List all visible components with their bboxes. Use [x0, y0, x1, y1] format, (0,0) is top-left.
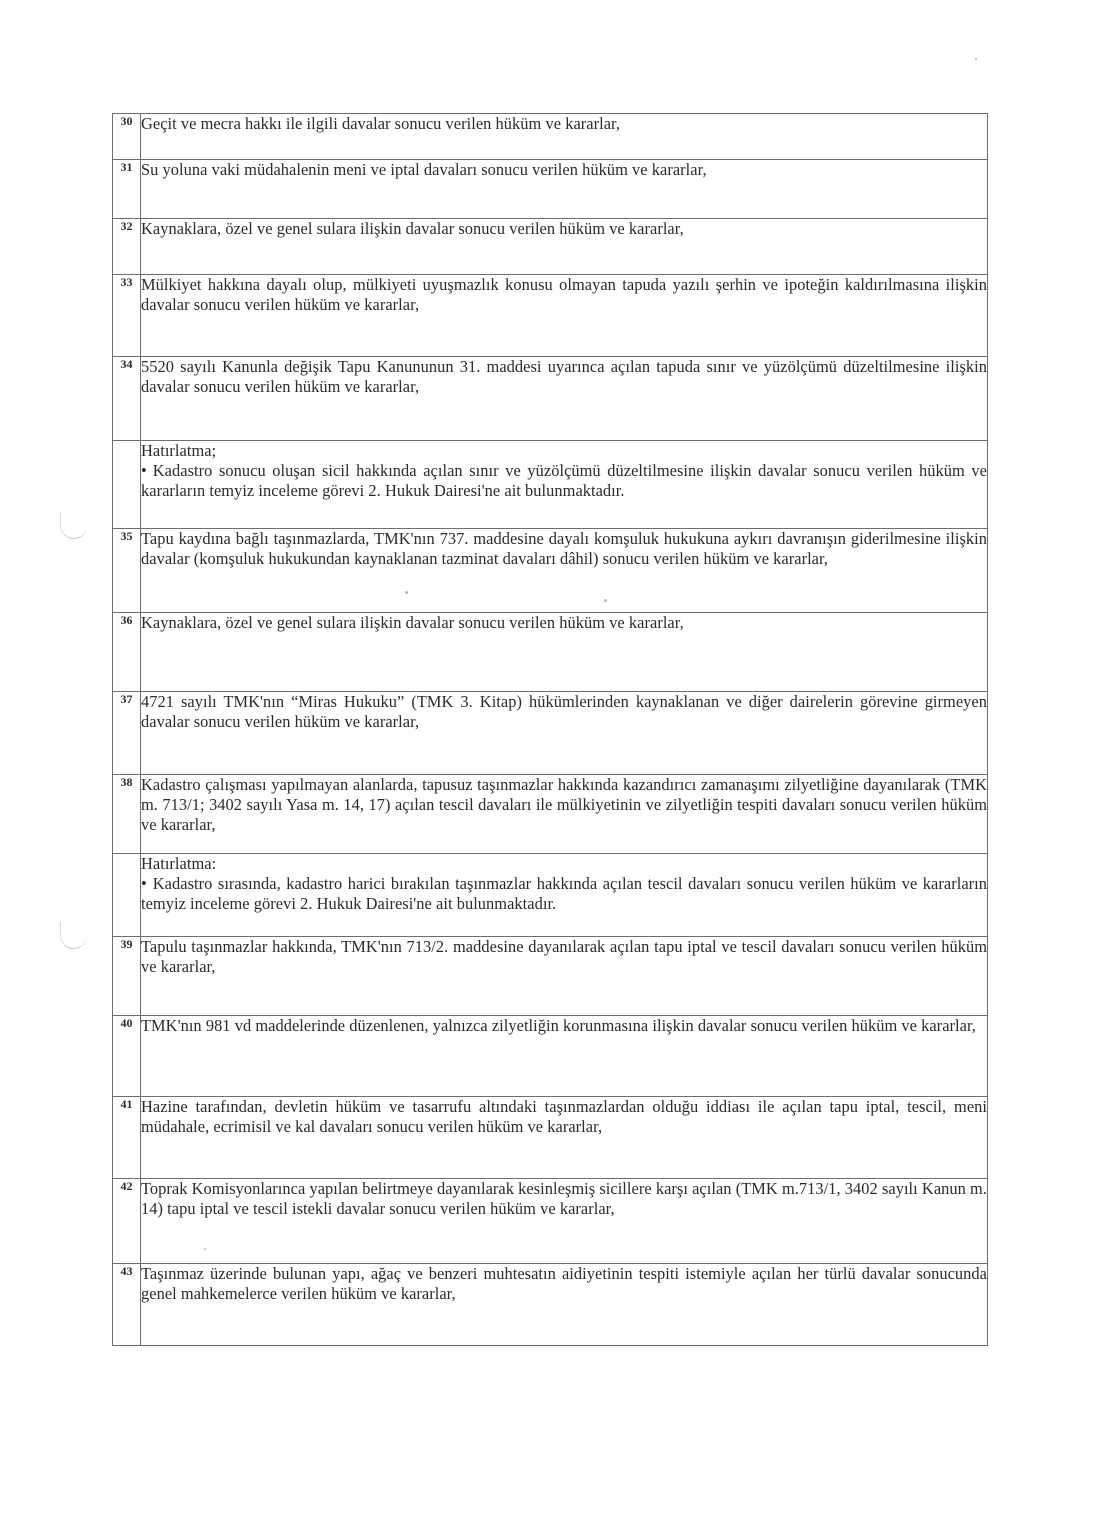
reminder-title: Hatırlatma:: [141, 854, 217, 873]
reminder-cell: [141, 854, 988, 937]
row-number: 33: [113, 275, 141, 357]
row-text: Kaynaklara, özel ve genel sulara ilişkin davalar sonucu verilen hüküm ve kararlar,: [141, 219, 988, 275]
row-number: 38: [113, 775, 141, 854]
table-row: [113, 1179, 988, 1264]
row-text: Su yoluna vaki müdahalenin meni ve iptal davaları sonucu verilen hüküm ve kararlar,: [141, 160, 988, 219]
row-number: 30: [113, 114, 141, 160]
row-number: 43: [113, 1264, 141, 1346]
row-number: 41: [113, 1097, 141, 1179]
row-text: Kadastro çalışması yapılmayan alanlarda, tapusuz taşınmazlar hakkında kazandırıcı zamanaşımı zilyetliğine dayanılarak (TMK m. 713/1; 3402 sayılı Yasa m. 14, 17) açılan tescil davaları ile mülkiyetinin ve zilyetliğin tespiti davaları sonucu verilen hüküm ve kararlar,: [141, 775, 988, 854]
row-text: 5520 sayılı Kanunla değişik Tapu Kanununun 31. maddesi uyarınca açılan tapuda sınır ve yüzölçümü düzeltilmesine ilişkin davalar sonucu verilen hüküm ve kararlar,: [141, 357, 988, 441]
duties-table: [112, 113, 988, 1346]
row-number: 37: [113, 692, 141, 775]
row-number: 31: [113, 160, 141, 219]
table-row: [113, 357, 988, 441]
row-number: [113, 441, 141, 529]
scan-speck: [975, 58, 977, 60]
table-row: [113, 114, 988, 160]
table-row: [113, 1016, 988, 1097]
reminder-text: Kadastro sonucu oluşan sicil hakkında açılan sınır ve yüzölçümü düzeltilmesine ilişkin davalar sonucu verilen hüküm ve kararların temyiz inceleme görevi 2. Hukuk Dairesi'ne ait bulunmaktadır.: [141, 461, 987, 500]
row-text: Hazine tarafından, devletin hüküm ve tasarrufu altındaki taşınmazlardan olduğu iddiası ile açılan tapu iptal, tescil, meni müdahale, ecrimisil ve kal davaları sonucu verilen hüküm ve kararlar,: [141, 1097, 988, 1179]
row-number: 32: [113, 219, 141, 275]
row-number: 34: [113, 357, 141, 441]
table-row: [113, 1264, 988, 1346]
table-row: [113, 275, 988, 357]
reminder-row: [113, 854, 988, 937]
row-number: 40: [113, 1016, 141, 1097]
reminder-row: [113, 441, 988, 529]
row-text: Taşınmaz üzerinde bulunan yapı, ağaç ve benzeri muhtesatın aidiyetinin tespiti istemiyle açılan her türlü davalar sonucunda genel mahkemelerce verilen hüküm ve kararlar,: [141, 1264, 988, 1346]
row-text: Tapu kaydına bağlı taşınmazlarda, TMK'nın 737. maddesine dayalı komşuluk hukukuna aykırı davranışın giderilmesine ilişkin davalar (komşuluk hukukundan kaynaklanan tazminat davaları dâhil) sonucu verilen hüküm ve kararlar,: [141, 529, 988, 613]
row-text: Toprak Komisyonlarınca yapılan belirtmeye dayanılarak kesinleşmiş sicillere karşı açılan (TMK m.713/1, 3402 sayılı Kanun m. 14) tapu iptal ve tescil istekli davalar sonucu verilen hüküm ve kararlar,: [141, 1179, 988, 1264]
reminder-title: Hatırlatma;: [141, 441, 217, 460]
reminder-cell: [141, 441, 988, 529]
row-number: 36: [113, 613, 141, 692]
row-text: TMK'nın 981 vd maddelerinde düzenlenen, yalnızca zilyetliğin korunmasına ilişkin davalar sonucu verilen hüküm ve kararlar,: [141, 1016, 988, 1097]
row-number: 35: [113, 529, 141, 613]
bullet-icon: •: [141, 461, 147, 480]
table-row: [113, 692, 988, 775]
table-row: [113, 1097, 988, 1179]
row-text: Kaynaklara, özel ve genel sulara ilişkin davalar sonucu verilen hüküm ve kararlar,: [141, 613, 988, 692]
row-text: 4721 sayılı TMK'nın “Miras Hukuku” (TMK 3. Kitap) hükümlerinden kaynaklanan ve diğer dairelerin görevine girmeyen davalar sonucu verilen hüküm ve kararlar,: [141, 692, 988, 775]
table-row: [113, 160, 988, 219]
table-row: [113, 529, 988, 613]
row-number: 39: [113, 937, 141, 1016]
reminder-bullet-item: [141, 461, 987, 501]
row-number: [113, 854, 141, 937]
table-row: [113, 937, 988, 1016]
row-number: 42: [113, 1179, 141, 1264]
row-text: Geçit ve mecra hakkı ile ilgili davalar sonucu verilen hüküm ve kararlar,: [141, 114, 988, 160]
reminder-text: Kadastro sırasında, kadastro harici bırakılan taşınmazlar hakkında açılan tescil davaları sonucu verilen hüküm ve kararların temyiz inceleme görevi 2. Hukuk Dairesi'ne ait bulunmaktadır.: [141, 874, 987, 913]
row-text: Tapulu taşınmazlar hakkında, TMK'nın 713/2. maddesine dayanılarak açılan tapu iptal ve tescil davaları sonucu verilen hüküm ve kararlar,: [141, 937, 988, 1016]
table-row: [113, 219, 988, 275]
reminder-bullet-item: [141, 874, 987, 914]
punch-hole-mark-top: [60, 512, 87, 539]
punch-hole-mark-bottom: [60, 922, 87, 949]
table-row: [113, 775, 988, 854]
bullet-icon: •: [141, 874, 147, 893]
row-text: Mülkiyet hakkına dayalı olup, mülkiyeti uyuşmazlık konusu olmayan tapuda yazılı şerhin ve ipoteğin kaldırılmasına ilişkin davalar sonucu verilen hüküm ve kararlar,: [141, 275, 988, 357]
table-row: [113, 613, 988, 692]
